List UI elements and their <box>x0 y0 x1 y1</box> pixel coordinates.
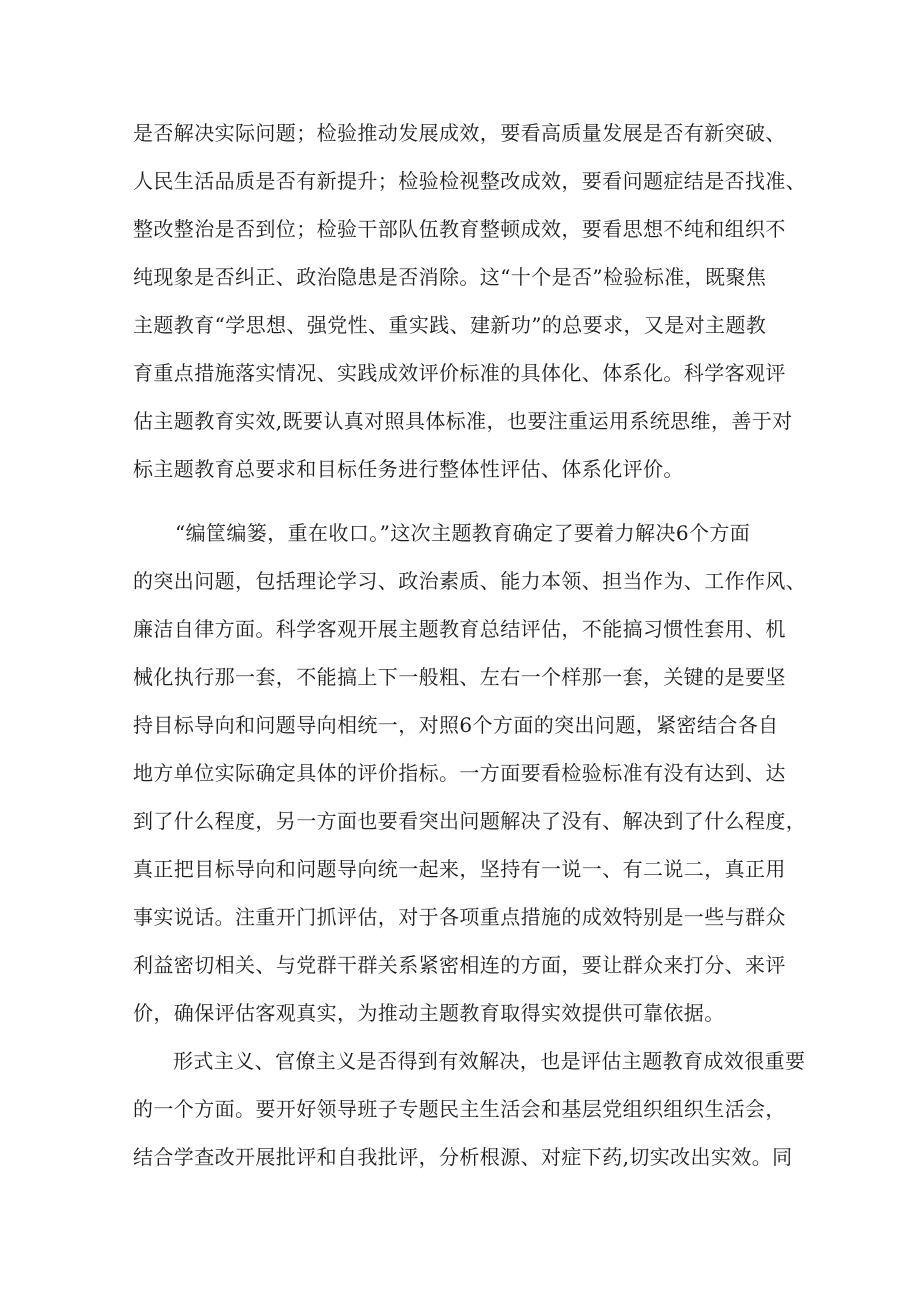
text-line: 价，确保评估客观真实，为推动主题教育取得实效提供可靠依据。 <box>133 1001 725 1025</box>
text-line: 到了什么程度，另一方面也要看突出问题解决了没有、解决到了什么程度， <box>133 809 807 833</box>
text-line: 的突出问题，包括理论学习、政治素质、能力本领、担当作为、工作作风、 <box>133 569 807 593</box>
text-line: 形式主义、官僚主义是否得到有效解决，也是评估主题教育成效很重要 <box>173 1049 806 1073</box>
text-line: 真正把目标导向和问题导向统一起来，坚持有一说一、有二说二，真正用 <box>133 857 786 881</box>
text-line: 标主题教育总要求和目标任务进行整体性评估、体系化评价。 <box>133 457 684 481</box>
text-line: 结合学查改开展批评和自我批评，分析根源、对症下药,切实改出实效。同 <box>133 1145 793 1169</box>
text-line: 估主题教育实效,既要认真对照具体标准，也要注重运用系统思维，善于对 <box>133 409 793 433</box>
text-line: 育重点措施落实情况、实践成效评价标准的具体化、体系化。科学客观评 <box>133 361 786 385</box>
text-line: 械化执行那一套，不能搞上下一般粗、左右一个样那一套，关键的是要坚 <box>133 665 786 689</box>
text-line: 整改整治是否到位；检验干部队伍教育整顿成效，要看思想不纯和组织不 <box>133 217 786 241</box>
text-line: 廉洁自律方面。科学客观开展主题教育总结评估，不能搞习惯性套用、机 <box>133 617 786 641</box>
text-line: 人民生活品质是否有新提升；检验检视整改成效，要看问题症结是否找准、 <box>133 169 807 193</box>
text-line: 是否解决实际问题；检验推动发展成效，要看高质量发展是否有新突破、 <box>133 121 786 145</box>
text-line: 事实说话。注重开门抓评估，对于各项重点措施的成效特别是一些与群众 <box>133 905 786 929</box>
text-line: 的一个方面。要开好领导班子专题民主生活会和基层党组织组织生活会， <box>133 1097 786 1121</box>
text-line: 主题教育“学思想、强党性、重实践、建新功”的总要求，又是对主题教 <box>133 313 767 337</box>
text-line: 利益密切相关、与党群干群关系紧密相连的方面，要让群众来打分、来评 <box>133 953 786 977</box>
text-line: 持目标导向和问题导向相统一，对照6个方面的突出问题，紧密结合各自 <box>133 713 779 737</box>
text-line: 纯现象是否纠正、政治隐患是否消除。这“十个是否”检验标准，既聚焦 <box>133 265 767 289</box>
text-line: 地方单位实际确定具体的评价指标。一方面要看检验标准有没有达到、达 <box>133 761 786 785</box>
text-line: “编筐编篓，重在收口。”这次主题教育确定了要着力解决6个方面 <box>175 521 751 545</box>
